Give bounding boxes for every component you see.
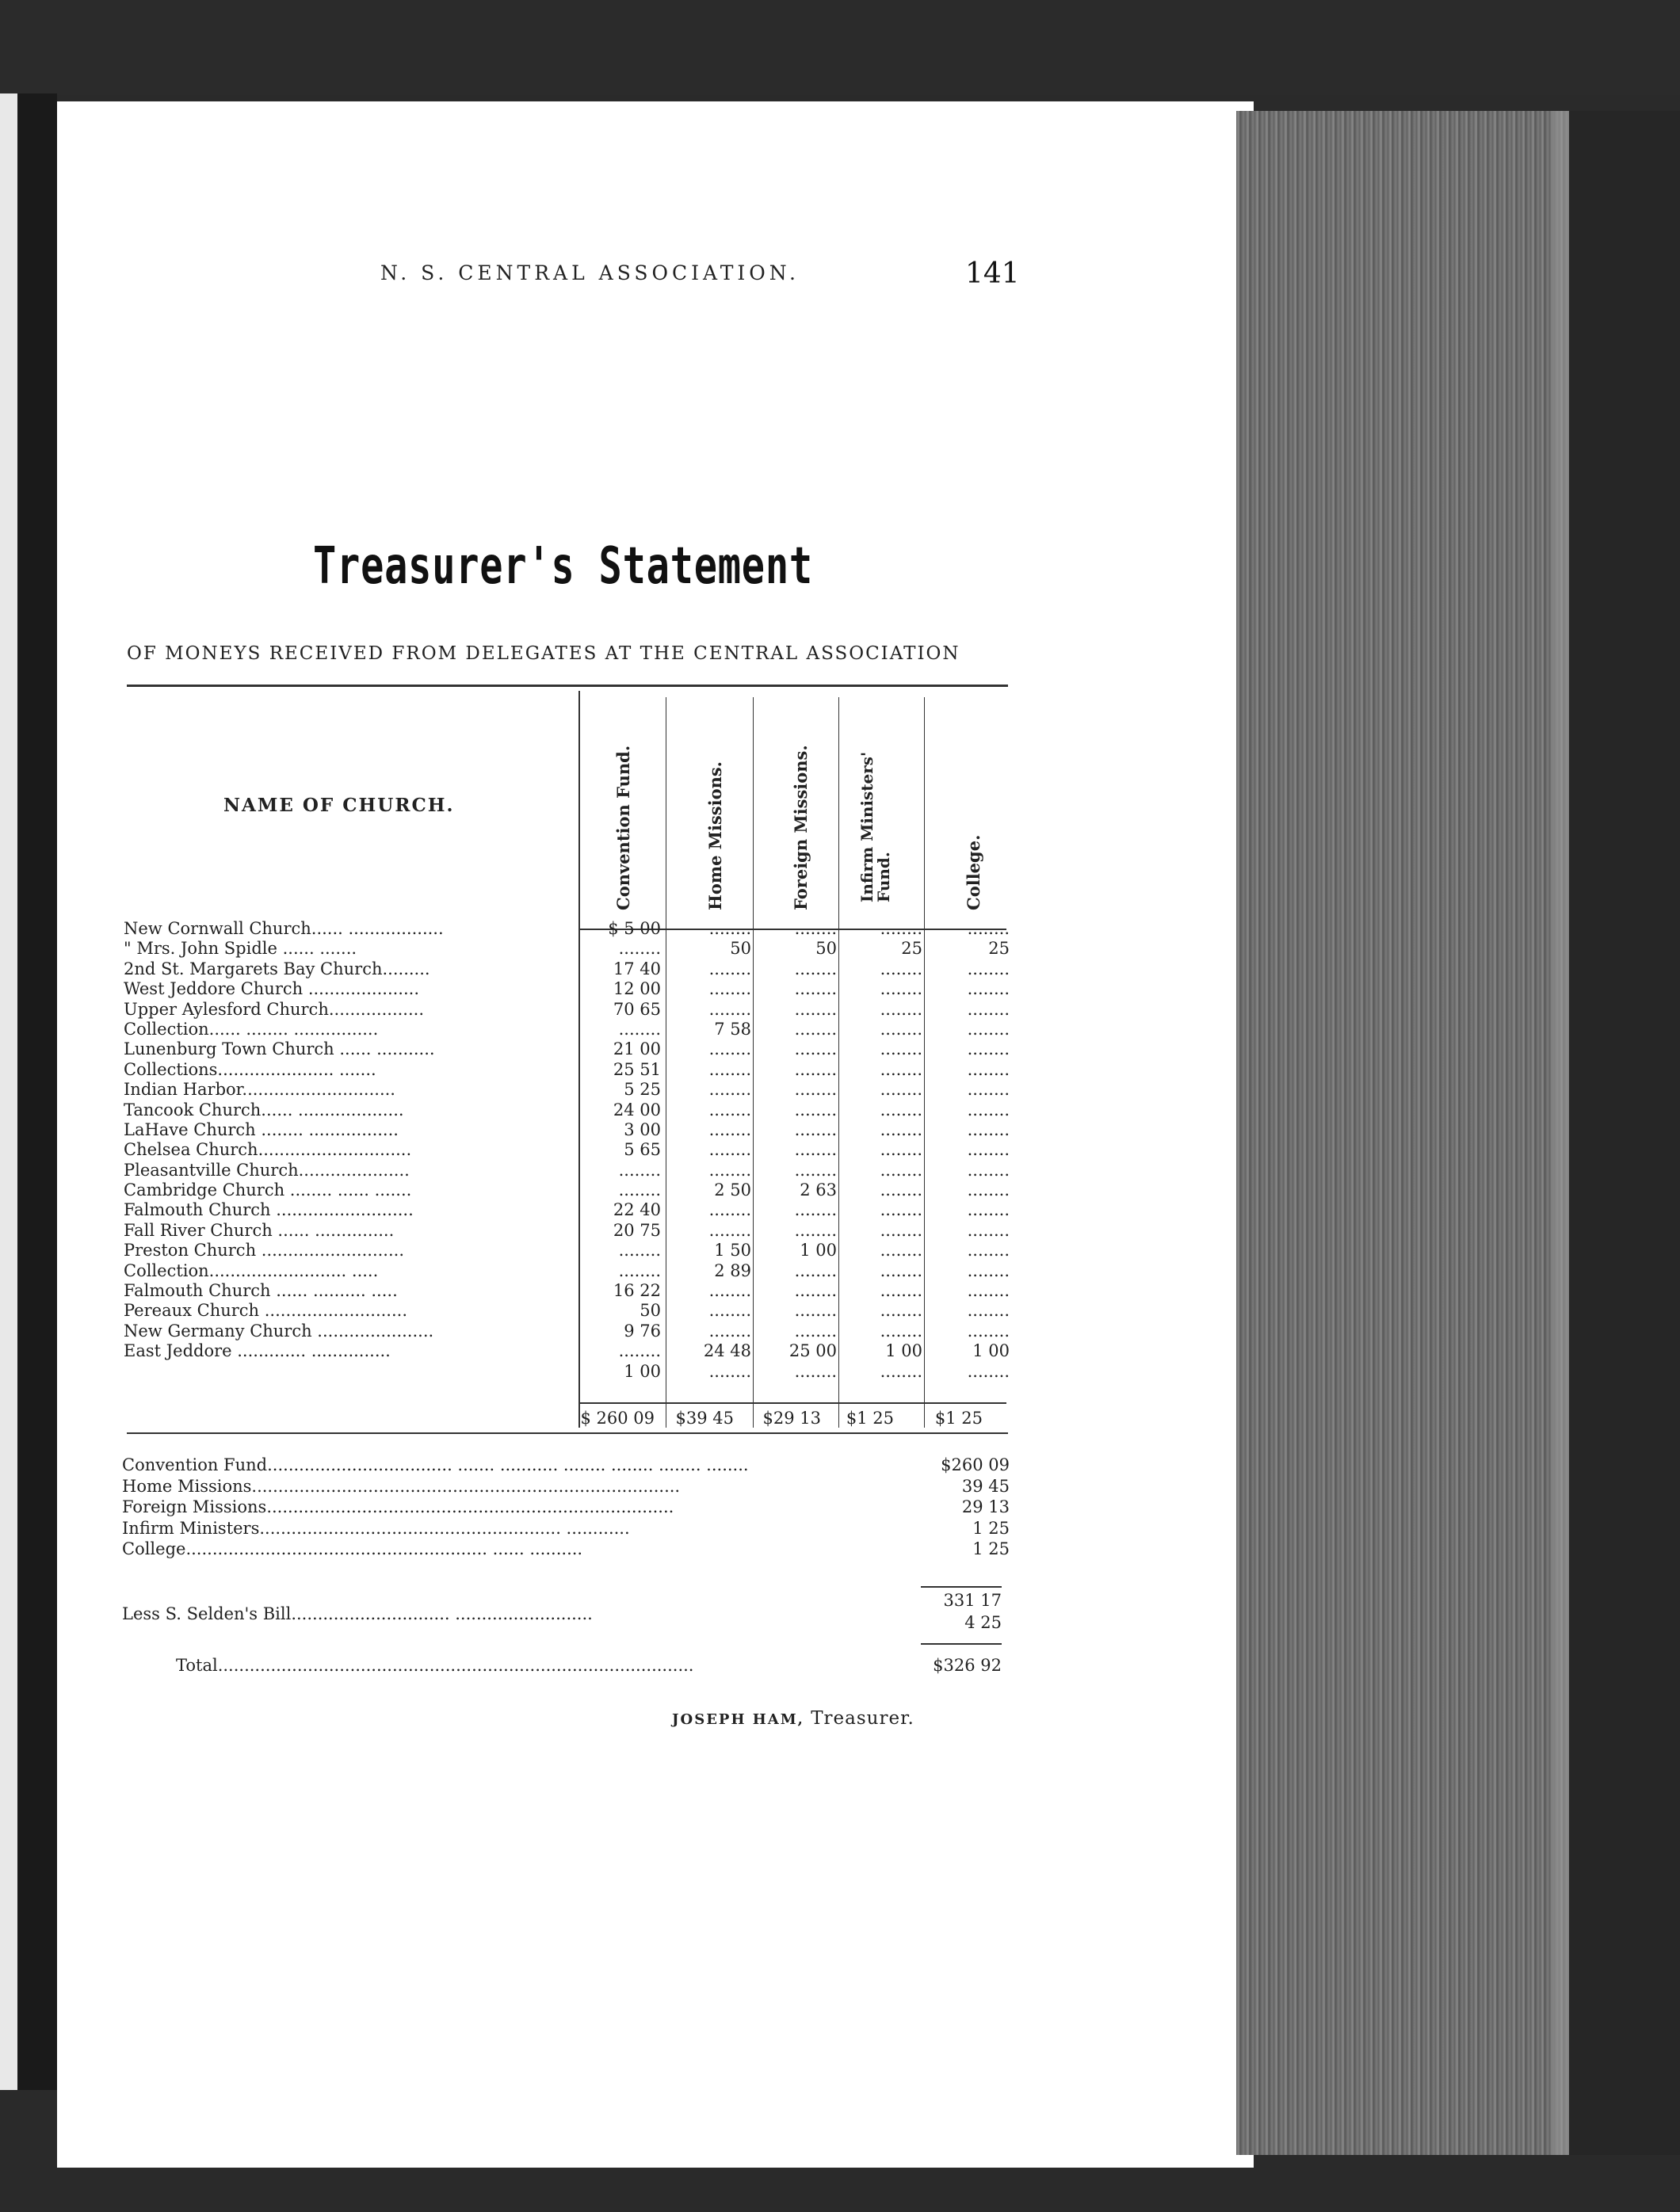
church-name: 2nd St. Margarets Bay Church......... <box>124 959 430 978</box>
summary-row <box>122 1497 1010 1518</box>
amount-cell: ........ <box>880 959 922 978</box>
summary-value: 1 25 <box>972 1539 1010 1558</box>
summary-rule <box>921 1586 1002 1588</box>
amount-cell: 1 50 <box>714 1241 751 1260</box>
amount-cell: ........ <box>794 1019 837 1039</box>
amount-cell: 17 40 <box>613 959 661 978</box>
amount-cell: 7 58 <box>714 1019 751 1039</box>
church-name: New Germany Church ...................... <box>124 1321 434 1341</box>
amount-cell: ........ <box>794 1039 837 1059</box>
amount-cell: ........ <box>880 1321 922 1341</box>
amount-cell: ........ <box>967 1059 1010 1079</box>
church-name: Preston Church ........................... <box>124 1241 405 1260</box>
amount-cell: ........ <box>967 1180 1010 1200</box>
book-gutter <box>17 93 57 2090</box>
summary-value: 39 45 <box>961 1476 1010 1496</box>
table-row <box>124 939 1011 959</box>
amount-cell: ........ <box>967 1039 1010 1059</box>
amount-cell: ........ <box>880 1241 922 1260</box>
church-name: Indian Harbor............................. <box>124 1080 395 1100</box>
summary-label: Infirm Ministers......................................................... ............ <box>122 1518 630 1538</box>
amount-cell: 1 00 <box>624 1361 661 1381</box>
table-row <box>124 1020 1011 1039</box>
amount-cell: ........ <box>880 1100 922 1119</box>
amount-cell: ........ <box>708 1119 751 1139</box>
amount-cell: 1 00 <box>800 1241 837 1260</box>
table-top-rule <box>127 685 1008 687</box>
church-name: Pleasantville Church..................... <box>124 1160 410 1180</box>
amount-cell: ........ <box>880 999 922 1019</box>
total-college: $1 25 <box>934 1409 983 1428</box>
amount-cell: ........ <box>794 919 837 938</box>
amount-cell: 9 76 <box>624 1321 661 1341</box>
amount-cell: ........ <box>708 1281 751 1301</box>
amount-cell: 5 65 <box>624 1140 661 1160</box>
amount-cell: 22 40 <box>613 1200 661 1220</box>
summary-row <box>122 1476 1010 1497</box>
amount-cell: ........ <box>618 1241 661 1260</box>
previous-page-edge <box>0 93 17 2090</box>
total-label: Total.......................................................................................... <box>176 1656 694 1675</box>
summary-label: College......................................................... ...... .......... <box>122 1539 583 1558</box>
amount-cell: 70 65 <box>613 999 661 1019</box>
running-head: N. S. CENTRAL ASSOCIATION. <box>380 261 800 284</box>
table-bottom-rule <box>127 1432 1008 1434</box>
column-header-college: College. <box>964 834 983 910</box>
amount-cell: ........ <box>794 1080 837 1100</box>
table-row <box>124 1100 1011 1120</box>
church-name: Lunenburg Town Church ...... ........... <box>124 1039 435 1059</box>
amount-cell: 25 <box>988 939 1010 959</box>
page-title: Treasurer's Statement <box>313 537 813 596</box>
total-home-missions: $39 45 <box>675 1409 734 1428</box>
summary-label: Convention Fund................................... ....... ........... ........ ........ ........ ........ <box>122 1455 749 1474</box>
treasurer-signature <box>672 1708 914 1729</box>
table-row <box>124 1161 1011 1180</box>
church-name: West Jeddore Church ..................... <box>124 979 420 999</box>
table-row <box>124 1301 1011 1321</box>
table-row <box>124 959 1011 979</box>
amount-cell: ........ <box>880 1361 922 1381</box>
amount-cell: 50 <box>640 1301 661 1321</box>
amount-cell: ........ <box>794 1361 837 1381</box>
less-value: 4 25 <box>964 1613 1002 1632</box>
treasurer-name: JOSEPH HAM, <box>672 1711 804 1728</box>
amount-cell: 25 00 <box>788 1341 837 1361</box>
totals-top-rule <box>578 1402 1006 1404</box>
grand-total: $326 92 <box>933 1656 1002 1675</box>
amount-cell: ........ <box>708 919 751 938</box>
amount-cell: ........ <box>967 919 1010 938</box>
amount-cell: ........ <box>967 1080 1010 1100</box>
amount-cell: ........ <box>708 1080 751 1100</box>
summary-label: Foreign Missions............................................................................. <box>122 1497 674 1516</box>
church-name: LaHave Church ........ ................. <box>124 1119 399 1139</box>
amount-cell: ........ <box>967 1241 1010 1260</box>
page-block-edge <box>1236 111 1569 2155</box>
church-name: Falmouth Church ...... .......... ..... <box>124 1281 398 1301</box>
amount-cell: ........ <box>618 939 661 959</box>
amount-cell: ........ <box>794 959 837 978</box>
amount-cell: ........ <box>967 1019 1010 1039</box>
summary-label: Home Missions................................................................................. <box>122 1476 681 1496</box>
amount-cell: ........ <box>708 1321 751 1341</box>
summary <box>122 1455 1010 1560</box>
table-row <box>124 1140 1011 1160</box>
amount-cell: ........ <box>708 1039 751 1059</box>
amount-cell: 16 22 <box>613 1281 661 1301</box>
amount-cell: ........ <box>880 979 922 999</box>
amount-cell: ........ <box>880 1281 922 1301</box>
amount-cell: ........ <box>794 1301 837 1321</box>
amount-cell: ........ <box>880 1180 922 1200</box>
column-header-convention-fund: Convention Fund. <box>613 745 633 910</box>
table-row <box>124 1180 1011 1200</box>
amount-cell: 3 00 <box>624 1119 661 1139</box>
church-name: East Jeddore ............. ............... <box>124 1341 391 1361</box>
summary-value: 29 13 <box>961 1497 1010 1516</box>
amount-cell: ........ <box>618 1019 661 1039</box>
amount-cell: ........ <box>967 979 1010 999</box>
amount-cell: ........ <box>880 1260 922 1280</box>
amount-cell: ........ <box>967 1100 1010 1119</box>
amount-cell: ........ <box>880 1301 922 1321</box>
table-row <box>124 1200 1011 1220</box>
amount-cell: ........ <box>618 1341 661 1361</box>
amount-cell: ........ <box>967 1260 1010 1280</box>
amount-cell: ........ <box>794 1260 837 1280</box>
amount-cell: ........ <box>794 1160 837 1180</box>
page-subtitle: OF MONEYS RECEIVED FROM DELEGATES AT THE CENTRAL ASSOCIATION <box>127 643 960 664</box>
church-table-body <box>124 919 1011 1382</box>
amount-cell: ........ <box>794 1200 837 1220</box>
table-row <box>124 979 1011 999</box>
microfilm-top-border <box>0 0 1680 95</box>
amount-cell: 50 <box>815 939 837 959</box>
table-row <box>124 1241 1011 1260</box>
amount-cell: 5 25 <box>624 1080 661 1100</box>
amount-cell: ........ <box>708 1361 751 1381</box>
amount-cell: 21 00 <box>613 1039 661 1059</box>
amount-cell: 12 00 <box>613 979 661 999</box>
table-row <box>124 1080 1011 1100</box>
table-row <box>124 1362 1011 1382</box>
amount-cell: ........ <box>880 1200 922 1220</box>
amount-cell: ........ <box>708 1140 751 1160</box>
amount-cell: ........ <box>794 1220 837 1240</box>
amount-cell: ........ <box>794 1140 837 1160</box>
church-name: Falmouth Church .......................... <box>124 1200 414 1220</box>
amount-cell: 2 50 <box>714 1180 751 1200</box>
table-row <box>124 1281 1011 1301</box>
amount-cell: ........ <box>708 1301 751 1321</box>
amount-cell: ........ <box>880 1119 922 1139</box>
amount-cell: ........ <box>708 1220 751 1240</box>
table-row <box>124 1321 1011 1341</box>
church-name: Chelsea Church............................. <box>124 1140 412 1160</box>
amount-cell: 2 89 <box>714 1260 751 1280</box>
table-row <box>124 1039 1011 1059</box>
church-name: Fall River Church ...... ............... <box>124 1220 395 1240</box>
total-infirm-ministers: $1 25 <box>846 1409 894 1428</box>
church-name: Collection.......................... ..... <box>124 1260 379 1280</box>
amount-cell: ........ <box>618 1160 661 1180</box>
amount-cell: ........ <box>880 1140 922 1160</box>
amount-cell: 50 <box>730 939 751 959</box>
amount-cell: ........ <box>967 1301 1010 1321</box>
amount-cell: ........ <box>880 1039 922 1059</box>
amount-cell: ........ <box>967 959 1010 978</box>
table-row <box>124 1341 1011 1361</box>
amount-cell: 25 <box>901 939 922 959</box>
amount-cell: ........ <box>967 1140 1010 1160</box>
amount-cell: ........ <box>967 1220 1010 1240</box>
amount-cell: ........ <box>618 1180 661 1200</box>
table-row <box>124 1060 1011 1080</box>
column-header-foreign-missions: Foreign Missions. <box>791 745 811 910</box>
amount-cell: ........ <box>967 1119 1010 1139</box>
column-header-home-missions: Home Missions. <box>705 761 725 910</box>
amount-cell: ........ <box>794 999 837 1019</box>
summary-row <box>122 1539 1010 1560</box>
amount-cell: ........ <box>880 1059 922 1079</box>
amount-cell: ........ <box>967 1321 1010 1341</box>
amount-cell: 1 00 <box>885 1341 922 1361</box>
amount-cell: ........ <box>880 919 922 938</box>
amount-cell: ........ <box>708 979 751 999</box>
amount-cell: ........ <box>708 1059 751 1079</box>
amount-cell: ........ <box>880 1080 922 1100</box>
amount-cell: ........ <box>794 979 837 999</box>
amount-cell: 25 51 <box>613 1059 661 1079</box>
treasurer-title: Treasurer. <box>811 1708 914 1729</box>
amount-cell: ........ <box>794 1059 837 1079</box>
amount-cell: ........ <box>967 999 1010 1019</box>
church-name: Pereaux Church ........................... <box>124 1301 407 1321</box>
total-foreign-missions: $29 13 <box>762 1409 821 1428</box>
amount-cell: ........ <box>708 999 751 1019</box>
amount-cell: 2 63 <box>800 1180 837 1200</box>
summary-row <box>122 1455 1010 1476</box>
total-convention-fund: $ 260 09 <box>580 1409 655 1428</box>
amount-cell: ........ <box>794 1100 837 1119</box>
summary-row <box>122 1518 1010 1539</box>
amount-cell: 20 75 <box>613 1220 661 1240</box>
amount-cell: ........ <box>708 1200 751 1220</box>
church-name: Collections...................... ....... <box>124 1059 376 1079</box>
amount-cell: ........ <box>794 1119 837 1139</box>
amount-cell: ........ <box>708 1160 751 1180</box>
summary-subtotal: 331 17 <box>943 1591 1002 1610</box>
table-row <box>124 919 1011 939</box>
table-row <box>124 1120 1011 1140</box>
amount-cell: ........ <box>967 1160 1010 1180</box>
amount-cell: ........ <box>794 1281 837 1301</box>
less-label: Less S. Selden's Bill.............................. .......................... <box>122 1604 593 1623</box>
church-name: New Cornwall Church...... .................. <box>124 919 444 938</box>
table-row <box>124 1000 1011 1020</box>
church-name: " Mrs. John Spidle ...... ....... <box>124 939 357 959</box>
church-name: Collection...... ........ ................ <box>124 1019 379 1039</box>
column-header-infirm-ministers-fund: Infirm Ministers' Fund. <box>857 751 893 902</box>
church-name: Upper Aylesford Church.................. <box>124 999 424 1019</box>
summary-value: $260 09 <box>941 1455 1010 1474</box>
summary-value: 1 25 <box>972 1518 1010 1538</box>
table-row <box>124 1221 1011 1241</box>
church-name: Cambridge Church ........ ...... ....... <box>124 1180 412 1200</box>
total-rule <box>921 1643 1002 1645</box>
amount-cell: ........ <box>967 1200 1010 1220</box>
amount-cell: ........ <box>794 1321 837 1341</box>
amount-cell: ........ <box>880 1160 922 1180</box>
amount-cell: ........ <box>708 959 751 978</box>
amount-cell: $ 5 00 <box>608 919 661 938</box>
amount-cell: ........ <box>618 1260 661 1280</box>
amount-cell: ........ <box>708 1100 751 1119</box>
amount-cell: 24 00 <box>613 1100 661 1119</box>
page-number: 141 <box>965 257 1020 290</box>
amount-cell: 24 48 <box>703 1341 751 1361</box>
amount-cell: ........ <box>880 1220 922 1240</box>
amount-cell: 1 00 <box>972 1341 1010 1361</box>
amount-cell: ........ <box>967 1281 1010 1301</box>
table-row <box>124 1261 1011 1281</box>
name-of-church-header: NAME OF CHURCH. <box>223 795 455 816</box>
amount-cell: ........ <box>967 1361 1010 1381</box>
church-name: Tancook Church...... .................... <box>124 1100 404 1119</box>
amount-cell: ........ <box>880 1019 922 1039</box>
microfilm-right-border <box>1569 111 1680 2155</box>
